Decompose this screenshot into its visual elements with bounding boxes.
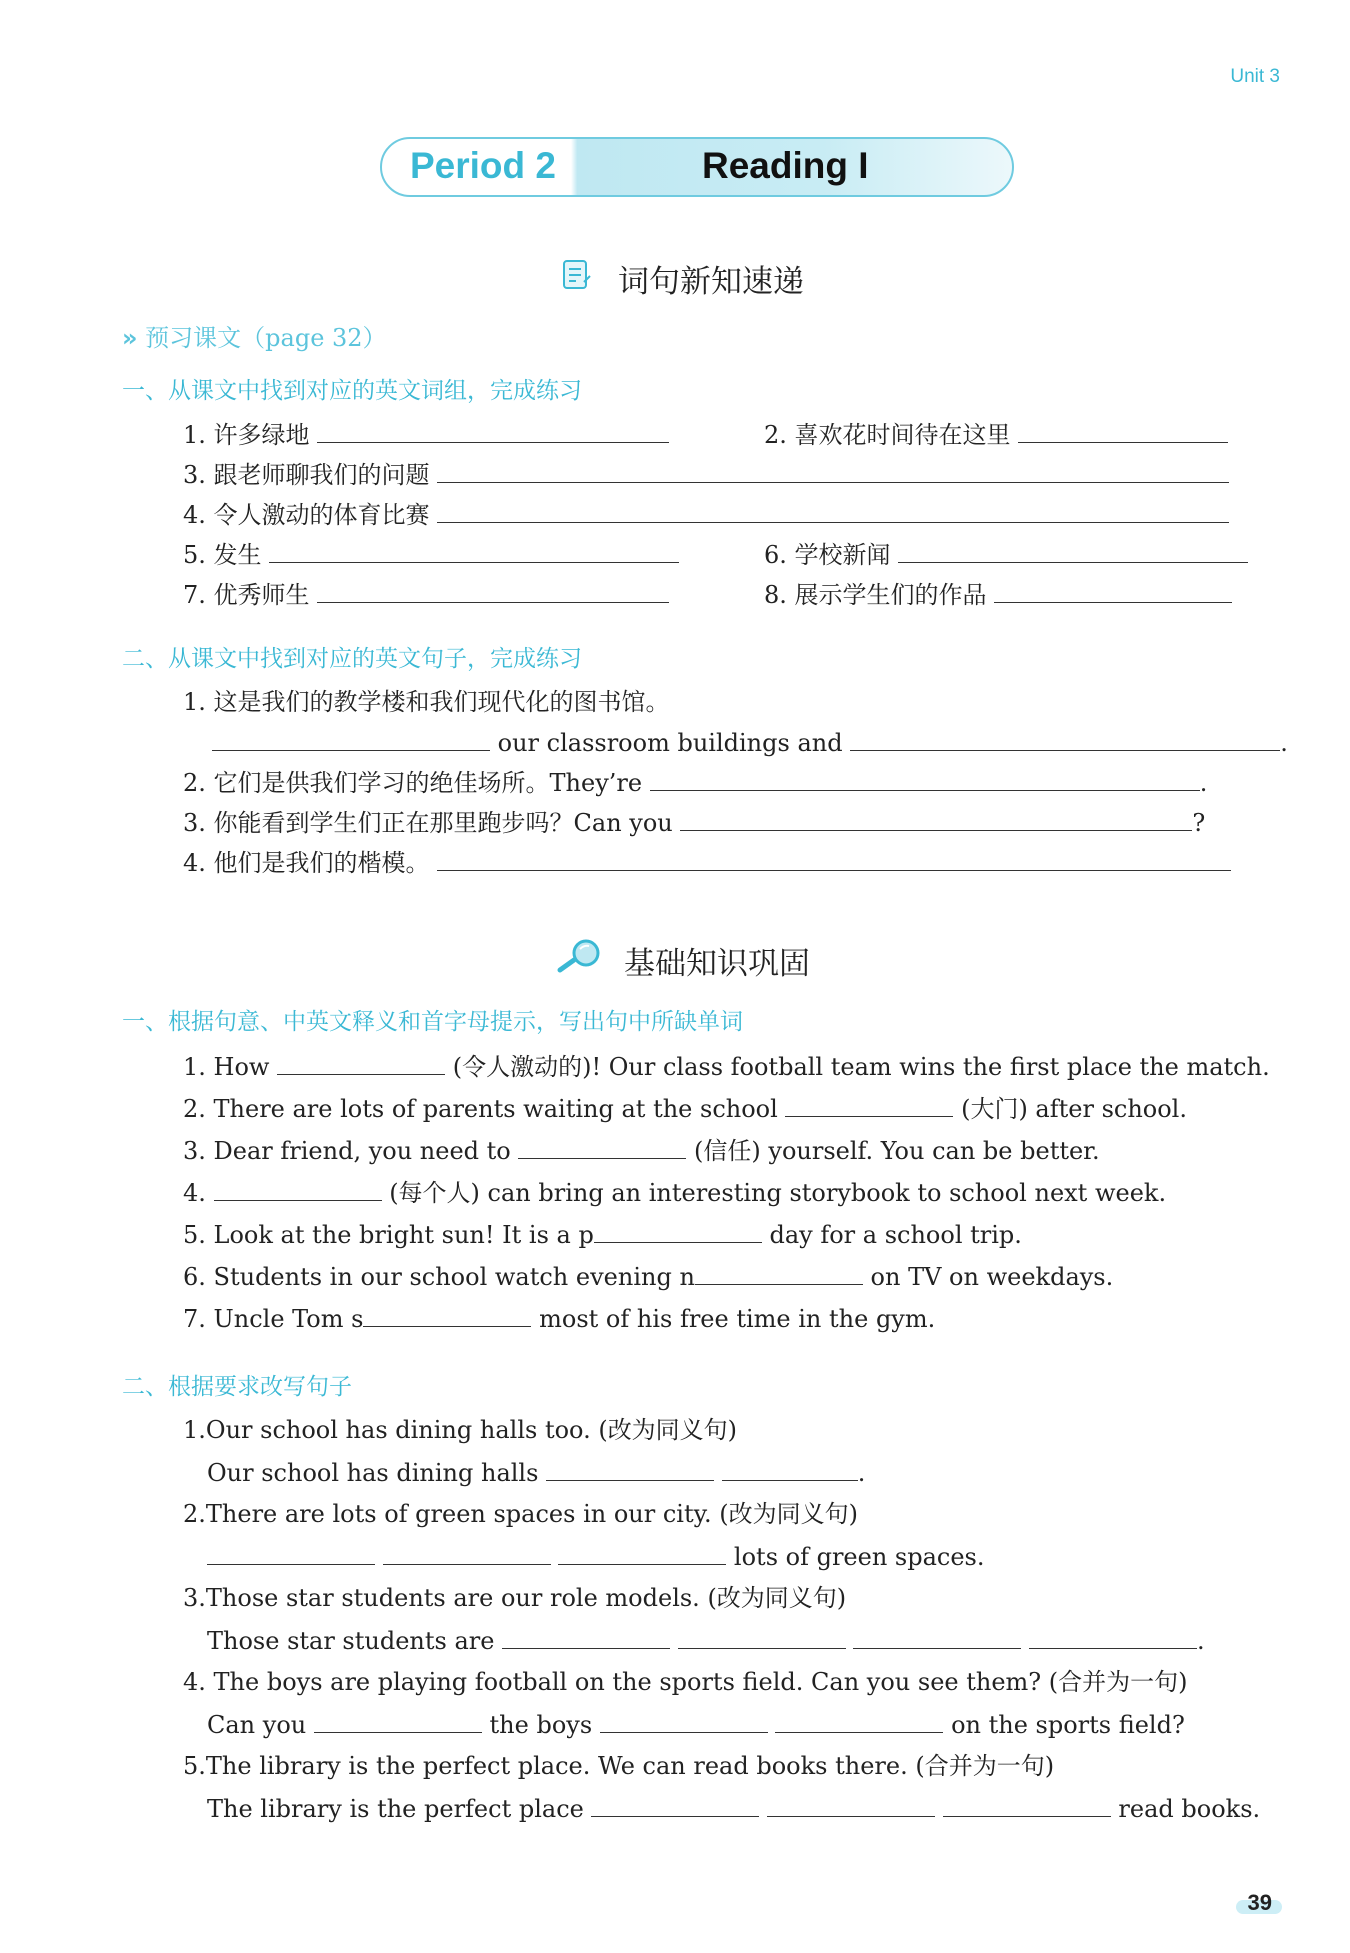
list-item: 8. 展示学生们的作品 — [764, 580, 1232, 609]
answer-blank[interactable] — [943, 1794, 1111, 1817]
answer-blank[interactable] — [363, 1304, 531, 1327]
s2-part1-title: 一、根据句意、中英文释义和首字母提示，写出句中所缺单词 — [122, 1009, 743, 1035]
list-item: 7. 优秀师生 — [183, 580, 669, 609]
rewrite-answer: Our school has dining halls . — [207, 1459, 866, 1487]
sentence-item: 2. 它们是供我们学习的绝佳场所。They’re . — [183, 769, 1208, 797]
rewrite-question: 1.Our school has dining halls too. (改为同义句) — [183, 1416, 738, 1444]
answer-blank[interactable] — [1029, 1626, 1197, 1649]
answer-blank[interactable] — [383, 1542, 551, 1565]
notes-icon — [560, 258, 594, 292]
answer-blank[interactable] — [437, 848, 1231, 871]
answer-blank[interactable] — [594, 1220, 762, 1243]
answer-blank[interactable] — [1018, 420, 1228, 443]
s1-part2-title: 二、从课文中找到对应的英文句子，完成练习 — [122, 646, 582, 672]
page-number: 39 — [1247, 1890, 1272, 1915]
answer-blank[interactable] — [317, 580, 669, 603]
answer-blank[interactable] — [546, 1458, 714, 1481]
answer-blank[interactable] — [722, 1458, 858, 1481]
answer-blank[interactable] — [853, 1626, 1021, 1649]
question: 1. How (令人激动的)! Our class football team wins the first place the match. — [183, 1053, 1270, 1081]
sentence-item: 3. 你能看到学生们正在那里跑步吗？Can you ? — [183, 809, 1206, 837]
preview-text: 预习课文（page 32） — [145, 324, 387, 352]
answer-blank[interactable] — [680, 808, 1192, 831]
answer-blank[interactable] — [212, 728, 490, 751]
answer-blank[interactable] — [600, 1710, 768, 1733]
sentence-en: our classroom buildings and . — [212, 728, 1288, 757]
answer-blank[interactable] — [650, 768, 1200, 791]
magnifier-icon — [556, 938, 606, 974]
rewrite-answer: lots of green spaces. — [207, 1542, 985, 1571]
answer-blank[interactable] — [785, 1094, 953, 1117]
answer-blank[interactable] — [678, 1626, 846, 1649]
s2-part2-title: 二、根据要求改写句子 — [122, 1374, 352, 1400]
answer-blank[interactable] — [502, 1626, 670, 1649]
answer-blank[interactable] — [767, 1794, 935, 1817]
double-chevron-icon: » — [122, 324, 138, 352]
unit-label: Unit 3 — [1230, 66, 1280, 87]
answer-blank[interactable] — [437, 460, 1229, 483]
period-banner — [380, 137, 1014, 197]
answer-blank[interactable] — [558, 1542, 726, 1565]
rewrite-question: 2.There are lots of green spaces in our city. (改为同义句) — [183, 1500, 858, 1528]
question: 4. (每个人) can bring an interesting storybook to school next week. — [183, 1179, 1167, 1207]
list-item: 1. 许多绿地 — [183, 420, 669, 449]
answer-blank[interactable] — [437, 500, 1229, 523]
rewrite-answer: The library is the perfect place read books. — [207, 1795, 1261, 1823]
list-item: 6. 学校新闻 — [764, 540, 1248, 569]
question: 3. Dear friend, you need to (信任) yourself. You can be better. — [183, 1137, 1100, 1165]
answer-blank[interactable] — [518, 1136, 686, 1159]
period-label: Period 2 — [410, 145, 556, 186]
answer-blank[interactable] — [277, 1052, 445, 1075]
answer-blank[interactable] — [775, 1710, 943, 1733]
rewrite-answer: Those star students are . — [207, 1627, 1205, 1655]
section1-title: 词句新知速递 — [618, 264, 804, 300]
rewrite-question: 4. The boys are playing football on the sports field. Can you see them? (合并为一句) — [183, 1668, 1188, 1696]
question: 5. Look at the bright sun! It is a p day for a school trip. — [183, 1221, 1022, 1249]
list-item: 4. 令人激动的体育比赛 — [183, 500, 1229, 529]
preview-label — [122, 318, 387, 353]
section2-title: 基础知识巩固 — [624, 946, 810, 982]
rewrite-question: 5.The library is the perfect place. We can read books there. (合并为一句) — [183, 1752, 1055, 1780]
list-item: 5. 发生 — [183, 540, 679, 569]
answer-blank[interactable] — [994, 580, 1232, 603]
answer-blank[interactable] — [591, 1794, 759, 1817]
sentence-item: 4. 他们是我们的楷模。 — [183, 848, 1231, 877]
lesson-title: Reading I — [702, 145, 869, 186]
s1-part1-title: 一、从课文中找到对应的英文词组，完成练习 — [122, 378, 582, 404]
question: 2. There are lots of parents waiting at the school (大门) after school. — [183, 1095, 1187, 1123]
answer-blank[interactable] — [317, 420, 669, 443]
answer-blank[interactable] — [269, 540, 679, 563]
question: 6. Students in our school watch evening n on TV on weekdays. — [183, 1263, 1114, 1291]
answer-blank[interactable] — [207, 1542, 375, 1565]
sentence-cn: 1. 这是我们的教学楼和我们现代化的图书馆。 — [183, 688, 670, 716]
answer-blank[interactable] — [898, 540, 1248, 563]
answer-blank[interactable] — [214, 1178, 382, 1201]
list-item: 3. 跟老师聊我们的问题 — [183, 460, 1229, 489]
answer-blank[interactable] — [314, 1710, 482, 1733]
list-item: 2. 喜欢花时间待在这里 — [764, 420, 1228, 449]
rewrite-answer: Can you the boys on the sports field? — [207, 1711, 1185, 1739]
answer-blank[interactable] — [695, 1262, 863, 1285]
question: 7. Uncle Tom s most of his free time in the gym. — [183, 1305, 936, 1333]
answer-blank[interactable] — [850, 728, 1280, 751]
rewrite-question: 3.Those star students are our role models. (改为同义句) — [183, 1584, 847, 1612]
